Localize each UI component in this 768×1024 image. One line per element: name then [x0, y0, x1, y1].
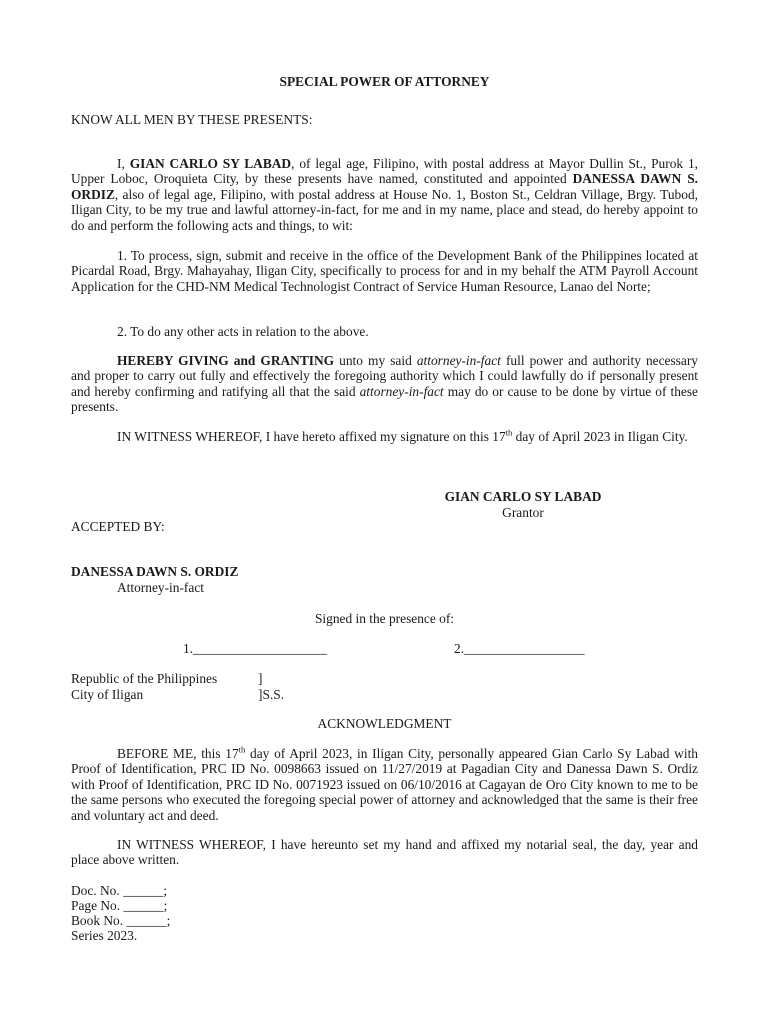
notary-witness-paragraph: IN WITNESS WHEREOF, I have hereunto set my hand and affixed my notarial seal, the day, year and place above written.	[71, 837, 698, 868]
attorney-signature-name: DANESSA DAWN S. ORDIZ	[71, 564, 239, 579]
appointment-paragraph: I, GIAN CARLO SY LABAD, of legal age, Filipino, with postal address at Mayor Dullin St., Purok 1, Upper Loboc, Oroquieta City, by these presents have named, constituted and appointed DANESSA DAWN S. ORDIZ, also of legal age, Filipino, with postal address at House No. 1, Boston St., Celdran Village, Brgy. Tubod, Iligan City, to be my true and lawful attorney-in-fact, for me and in my name, place and stead, do hereby appoint to do and perform the following acts and things, to wit:	[71, 156, 699, 233]
accepted-by-label: ACCEPTED BY:	[71, 519, 165, 534]
venue-bracket-1: ]	[258, 671, 263, 686]
venue-republic: Republic of the Philippines	[71, 671, 218, 686]
power-item-2: 2. To do any other acts in relation to the above.	[117, 324, 369, 339]
venue-city: City of Iligan	[71, 687, 144, 702]
venue-bracket-2: ]S.S.	[258, 687, 285, 702]
witness-paragraph: IN WITNESS WHEREOF, I have hereto affixed my signature on this 17th day of April 2023 in Iligan City.	[117, 427, 688, 444]
grantor-name-inline: GIAN CARLO SY LABAD	[129, 156, 292, 171]
attorney-name-inline: DANESSA DAWN S. ORDIZ	[71, 171, 698, 202]
grantor-signature-name: GIAN CARLO SY LABAD	[444, 489, 602, 504]
witness-signature-line-2: 2.__________________	[454, 641, 585, 656]
series-line: Series 2023.	[71, 928, 138, 943]
power-item-1: 1. To process, sign, submit and receive in the office of the Development Bank of the Philippines located at Picardal Road, Brgy. Mahayahay, Iligan City, specifically to process for and in my behalf the ATM Payroll Account Application for the CHD-NM Medical Technologist Contract of Service Human Resource, Lanao del Norte;	[71, 248, 698, 294]
grantor-role: Grantor	[502, 505, 544, 520]
document-title: SPECIAL POWER OF ATTORNEY	[279, 74, 490, 89]
page-no-line: Page No. ______;	[71, 898, 168, 913]
attorney-role: Attorney-in-fact	[117, 580, 204, 595]
acknowledgment-paragraph: BEFORE ME, this 17th day of April 2023, in Iligan City, personally appeared Gian Carlo Sy Labad with Proof of Identification, PRC ID No. 0098663 issued on 11/27/2019 at Pagadian City and Danessa Dawn S. Ordiz with Proof of Identification, PRC ID No. 0071923 issued on 06/10/2016 at Cagayan de Oro City known to me to be the same persons who executed the foregoing special power of attorney and acknowledged that the same is their free and voluntary act and deed.	[71, 744, 698, 823]
witness-signature-line-1: 1.____________________	[183, 641, 327, 656]
acknowledgment-title: ACKNOWLEDGMENT	[317, 716, 452, 731]
signed-in-presence-label: Signed in the presence of:	[314, 611, 455, 626]
book-no-line: Book No. ______;	[71, 913, 171, 928]
intro-line: KNOW ALL MEN BY THESE PRESENTS:	[71, 112, 313, 127]
granting-lead: HEREBY GIVING and GRANTING	[117, 353, 335, 368]
doc-no-line: Doc. No. ______;	[71, 883, 167, 898]
granting-paragraph: HEREBY GIVING and GRANTING unto my said attorney-in-fact full power and authority necessary and proper to carry out fully and effectively the foregoing authority which I could lawfully do if personally present and hereby confirming and ratifying all that the said attorney-in-fact may do or cause to be done by virtue of these presents.	[71, 353, 698, 415]
